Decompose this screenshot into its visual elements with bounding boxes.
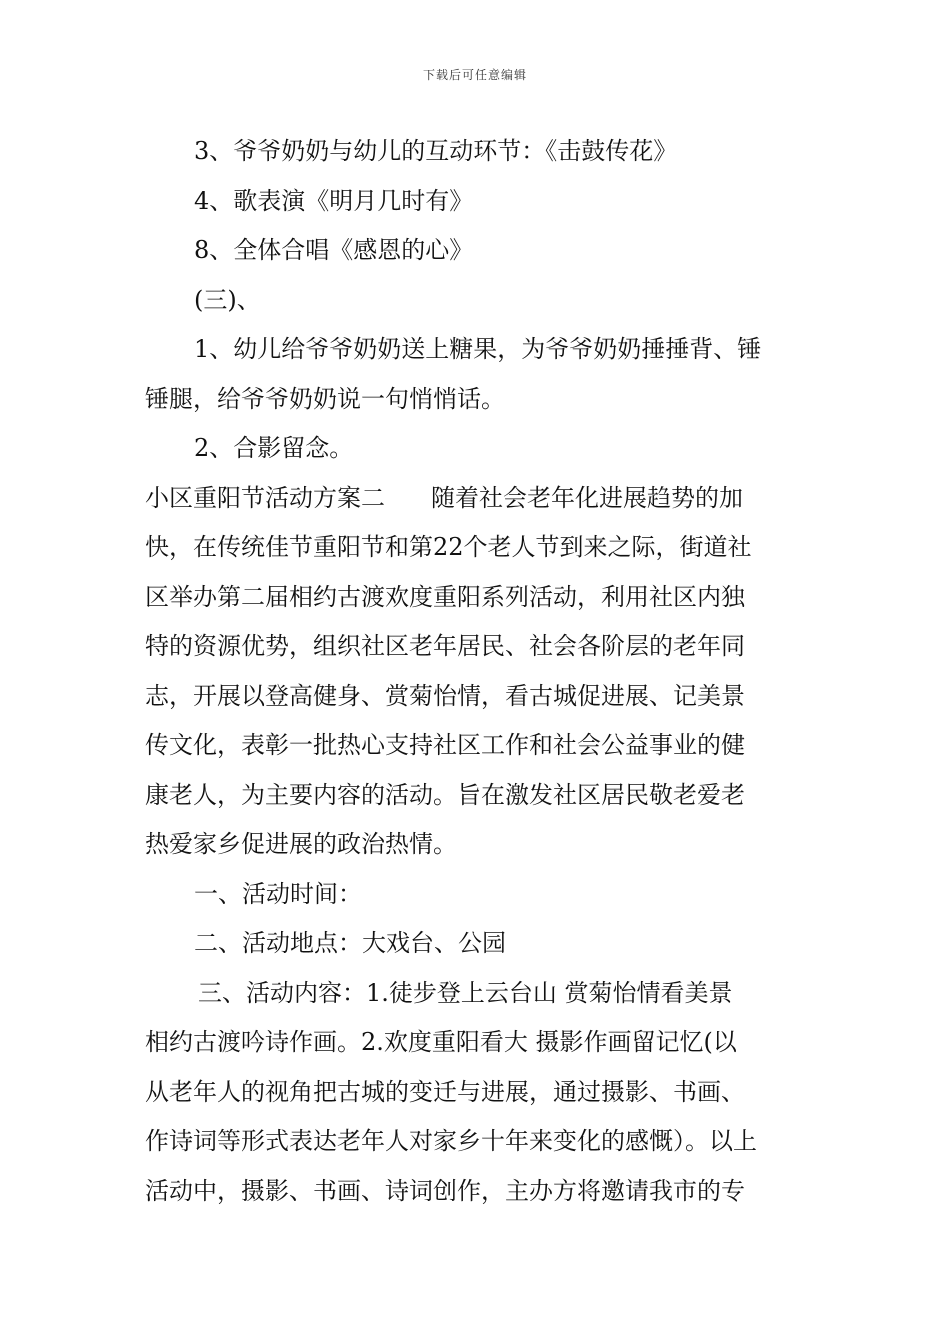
paragraph-line: 4、歌表演《明月几时有》: [194, 186, 474, 215]
paragraph-line: 区举办第二届相约古渡欢度重阳系列活动，利用社区内独: [145, 582, 745, 611]
paragraph-line: 2、合影留念。: [194, 434, 354, 462]
paragraph-line: 3、爷爷奶奶与幼儿的互动环节：《击鼓传花》: [194, 137, 678, 165]
paragraph-line: 1、幼儿给爷爷奶奶送上糖果，为爷爷奶奶捶捶背、锤: [194, 335, 762, 363]
paragraph-line: 锤腿，给爷爷奶奶说一句悄悄话。: [145, 384, 505, 413]
plan-title: 小区重阳节活动方案二: [145, 483, 385, 512]
section-heading: (三)、: [194, 285, 261, 314]
section-heading: 一、活动时间：: [194, 879, 362, 908]
section-heading: 三、活动内容：1.徒步登上云台山 赏菊怡情看美景: [198, 978, 733, 1007]
paragraph-line: 康老人，为主要内容的活动。旨在激发社区居民敬老爱老: [145, 780, 745, 809]
paragraph-line: 志，开展以登高健身、赏菊怡情，看古城促进展、记美景: [145, 681, 745, 710]
page-header: 下载后可任意编辑: [422, 68, 527, 82]
paragraph-line: 从老年人的视角把古城的变迁与进展，通过摄影、书画、: [145, 1077, 745, 1106]
document-body: [145, 127, 810, 1216]
plan-title-line: [145, 474, 810, 524]
paragraph-line: 传文化，表彰一批热心支持社区工作和社会公益事业的健: [145, 731, 745, 759]
paragraph-line: 8、全体合唱《感恩的心》: [194, 236, 474, 264]
paragraph-line: 活动中，摄影、书画、诗词创作，主办方将邀请我市的专: [145, 1176, 745, 1205]
paragraph-line: 特的资源优势，组织社区老年居民、社会各阶层的老年同: [145, 632, 745, 660]
paragraph-line: 快，在传统佳节重阳节和第22个老人节到来之际，街道社: [145, 533, 752, 561]
paragraph-line: 热爱家乡促进展的政治热情。: [145, 830, 457, 858]
section-heading: 二、活动地点：大戏台、公园: [194, 929, 506, 957]
paragraph-line: 作诗词等形式表达老年人对家乡十年来变化的感慨）。以上: [145, 1127, 757, 1155]
paragraph-text: 随着社会老年化进展趋势的加: [431, 483, 743, 512]
paragraph-line: 相约古渡吟诗作画。2.欢度重阳看大 摄影作画留记忆(以: [145, 1028, 737, 1056]
